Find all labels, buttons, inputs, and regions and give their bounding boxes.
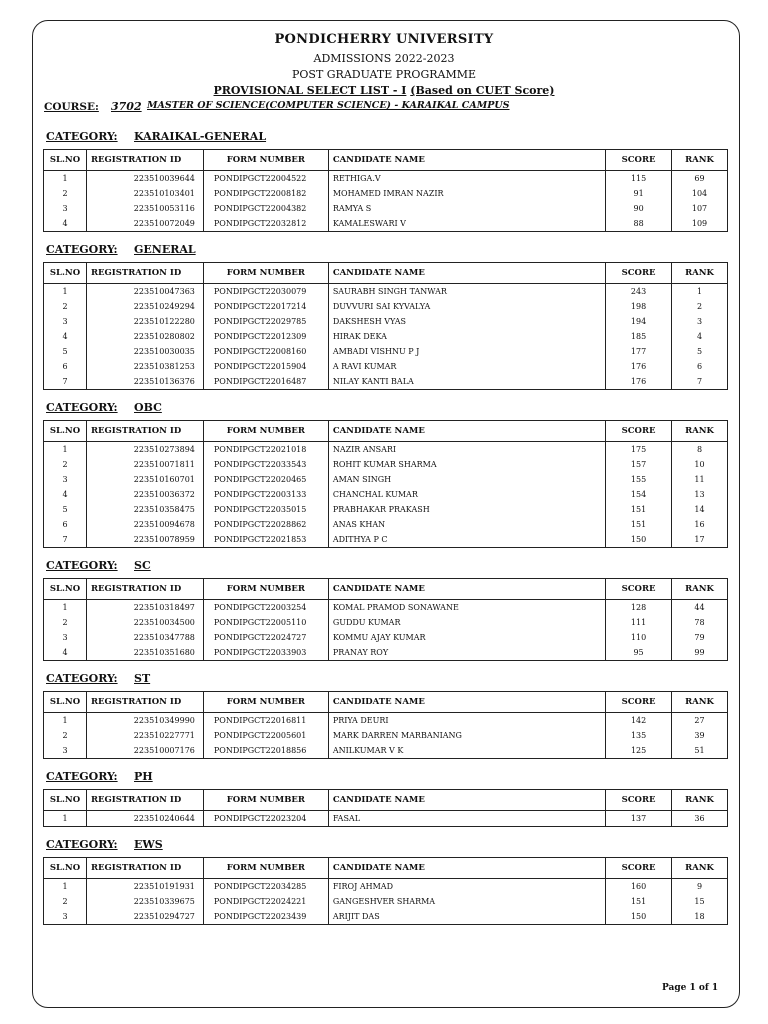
rank-cell: 15: [672, 894, 728, 909]
table-row: [44, 457, 728, 472]
score-cell: 125: [606, 743, 672, 759]
category-name: KARAIKAL-GENERAL: [134, 130, 267, 143]
rank-cell: 69: [672, 171, 728, 187]
table-header-row: [44, 263, 728, 284]
table-row: [44, 600, 728, 616]
category-heading: [46, 672, 151, 685]
column-header-candidate-name: CANDIDATE NAME: [328, 263, 605, 284]
sl-no-cell: 4: [44, 329, 87, 344]
score-cell: 185: [606, 329, 672, 344]
column-header-registration-id: REGISTRATION ID: [86, 150, 203, 171]
form-number-cell: PONDIPGCT22030079: [203, 284, 328, 300]
column-header-sl-no: SL.NO: [44, 421, 87, 442]
sl-no-cell: 5: [44, 344, 87, 359]
table-row: [44, 502, 728, 517]
registration-id-cell: 223510240644: [86, 811, 203, 827]
candidate-name-cell: RETHIGA.V: [328, 171, 605, 187]
registration-id-cell: 223510071811: [86, 457, 203, 472]
registration-id-cell: 223510227771: [86, 728, 203, 743]
form-number-cell: PONDIPGCT22005110: [203, 615, 328, 630]
column-header-form-number: FORM NUMBER: [203, 858, 328, 879]
table-header-row: [44, 858, 728, 879]
candidate-name-cell: HIRAK DEKA: [328, 329, 605, 344]
candidate-table: [43, 578, 728, 661]
category-heading: [46, 559, 151, 572]
score-cell: 157: [606, 457, 672, 472]
rank-cell: 104: [672, 186, 728, 201]
table-row: [44, 442, 728, 458]
sl-no-cell: 3: [44, 472, 87, 487]
rank-cell: 107: [672, 201, 728, 216]
table-row: [44, 630, 728, 645]
form-number-cell: PONDIPGCT22003133: [203, 487, 328, 502]
form-number-cell: PONDIPGCT22012309: [203, 329, 328, 344]
rank-cell: 44: [672, 600, 728, 616]
candidate-name-cell: GUDDU KUMAR: [328, 615, 605, 630]
column-header-registration-id: REGISTRATION ID: [86, 790, 203, 811]
category-heading: [46, 770, 153, 783]
registration-id-cell: 223510039644: [86, 171, 203, 187]
candidate-table: [43, 262, 728, 390]
candidate-name-cell: DAKSHESH VYAS: [328, 314, 605, 329]
form-number-cell: PONDIPGCT22032812: [203, 216, 328, 232]
course-label: COURSE:: [44, 101, 99, 113]
registration-id-cell: 223510294727: [86, 909, 203, 925]
column-header-sl-no: SL.NO: [44, 263, 87, 284]
candidate-name-cell: CHANCHAL KUMAR: [328, 487, 605, 502]
table-row: [44, 811, 728, 827]
sl-no-cell: 1: [44, 879, 87, 895]
form-number-cell: PONDIPGCT22004522: [203, 171, 328, 187]
rank-cell: 3: [672, 314, 728, 329]
sl-no-cell: 2: [44, 457, 87, 472]
table-row: [44, 472, 728, 487]
rank-cell: 7: [672, 374, 728, 390]
table-row: [44, 615, 728, 630]
score-cell: 150: [606, 909, 672, 925]
category-name: GENERAL: [134, 243, 196, 256]
registration-id-cell: 223510078959: [86, 532, 203, 548]
form-number-cell: PONDIPGCT22016811: [203, 713, 328, 729]
sl-no-cell: 3: [44, 743, 87, 759]
category-label: CATEGORY:: [46, 243, 118, 256]
table-row: [44, 645, 728, 661]
form-number-cell: PONDIPGCT22029785: [203, 314, 328, 329]
candidate-table: [43, 789, 728, 827]
score-cell: 135: [606, 728, 672, 743]
column-header-sl-no: SL.NO: [44, 790, 87, 811]
column-header-rank: RANK: [672, 421, 728, 442]
rank-cell: 4: [672, 329, 728, 344]
rank-cell: 27: [672, 713, 728, 729]
category-label: CATEGORY:: [46, 838, 118, 851]
candidate-name-cell: PRABHAKAR PRAKASH: [328, 502, 605, 517]
registration-id-cell: 223510007176: [86, 743, 203, 759]
form-number-cell: PONDIPGCT22008160: [203, 344, 328, 359]
category-name: OBC: [134, 401, 162, 414]
column-header-registration-id: REGISTRATION ID: [86, 421, 203, 442]
score-cell: 142: [606, 713, 672, 729]
column-header-score: SCORE: [606, 858, 672, 879]
sl-no-cell: 7: [44, 374, 87, 390]
rank-cell: 5: [672, 344, 728, 359]
score-cell: 151: [606, 502, 672, 517]
table-row: [44, 743, 728, 759]
registration-id-cell: 223510122280: [86, 314, 203, 329]
column-header-candidate-name: CANDIDATE NAME: [328, 692, 605, 713]
candidate-name-cell: SAURABH SINGH TANWAR: [328, 284, 605, 300]
candidate-name-cell: MARK DARREN MARBANIANG: [328, 728, 605, 743]
table-row: [44, 284, 728, 300]
rank-cell: 36: [672, 811, 728, 827]
sl-no-cell: 4: [44, 216, 87, 232]
score-cell: 151: [606, 894, 672, 909]
sl-no-cell: 1: [44, 811, 87, 827]
table-row: [44, 186, 728, 201]
registration-id-cell: 223510191931: [86, 879, 203, 895]
score-cell: 137: [606, 811, 672, 827]
form-number-cell: PONDIPGCT22024727: [203, 630, 328, 645]
select-list-title: [0, 84, 768, 97]
registration-id-cell: 223510273894: [86, 442, 203, 458]
sl-no-cell: 1: [44, 171, 87, 187]
programme-title: POST GRADUATE PROGRAMME: [291, 68, 477, 81]
sl-no-cell: 6: [44, 517, 87, 532]
registration-id-cell: 223510034500: [86, 615, 203, 630]
form-number-cell: PONDIPGCT22015904: [203, 359, 328, 374]
column-header-candidate-name: CANDIDATE NAME: [328, 790, 605, 811]
column-header-score: SCORE: [606, 263, 672, 284]
score-cell: 91: [606, 186, 672, 201]
registration-id-cell: 223510094678: [86, 517, 203, 532]
score-cell: 115: [606, 171, 672, 187]
form-number-cell: PONDIPGCT22033903: [203, 645, 328, 661]
score-cell: 154: [606, 487, 672, 502]
form-number-cell: PONDIPGCT22024221: [203, 894, 328, 909]
category-name: EWS: [134, 838, 163, 851]
column-header-registration-id: REGISTRATION ID: [86, 692, 203, 713]
rank-cell: 51: [672, 743, 728, 759]
rank-cell: 99: [672, 645, 728, 661]
column-header-score: SCORE: [606, 421, 672, 442]
admissions-year: ADMISSIONS 2022-2023: [313, 52, 455, 65]
registration-id-cell: 223510358475: [86, 502, 203, 517]
column-header-candidate-name: CANDIDATE NAME: [328, 858, 605, 879]
candidate-name-cell: FIROJ AHMAD: [328, 879, 605, 895]
category-heading: [46, 401, 162, 414]
form-number-cell: PONDIPGCT22005601: [203, 728, 328, 743]
table-row: [44, 359, 728, 374]
sl-no-cell: 3: [44, 630, 87, 645]
sl-no-cell: 5: [44, 502, 87, 517]
score-cell: 243: [606, 284, 672, 300]
rank-cell: 13: [672, 487, 728, 502]
category-heading: [46, 130, 267, 143]
list-title: PROVISIONAL SELECT LIST - I: [213, 84, 407, 97]
candidate-table: [43, 857, 728, 925]
candidate-name-cell: AMAN SINGH: [328, 472, 605, 487]
rank-cell: 109: [672, 216, 728, 232]
sl-no-cell: 2: [44, 615, 87, 630]
rank-cell: 78: [672, 615, 728, 630]
candidate-name-cell: FASAL: [328, 811, 605, 827]
sl-no-cell: 7: [44, 532, 87, 548]
registration-id-cell: 223510103401: [86, 186, 203, 201]
table-row: [44, 299, 728, 314]
candidate-table: [43, 691, 728, 759]
registration-id-cell: 223510036372: [86, 487, 203, 502]
sl-no-cell: 2: [44, 299, 87, 314]
table-header-row: [44, 579, 728, 600]
form-number-cell: PONDIPGCT22003254: [203, 600, 328, 616]
registration-id-cell: 223510047363: [86, 284, 203, 300]
table-header-row: [44, 790, 728, 811]
table-row: [44, 374, 728, 390]
category-label: CATEGORY:: [46, 672, 118, 685]
rank-cell: 18: [672, 909, 728, 925]
score-cell: 160: [606, 879, 672, 895]
table-header-row: [44, 150, 728, 171]
registration-id-cell: 223510347788: [86, 630, 203, 645]
table-row: [44, 201, 728, 216]
column-header-registration-id: REGISTRATION ID: [86, 858, 203, 879]
column-header-form-number: FORM NUMBER: [203, 421, 328, 442]
table-row: [44, 344, 728, 359]
registration-id-cell: 223510381253: [86, 359, 203, 374]
university-title: PONDICHERRY UNIVERSITY: [274, 32, 494, 47]
category-heading: [46, 243, 196, 256]
rank-cell: 79: [672, 630, 728, 645]
column-header-rank: RANK: [672, 263, 728, 284]
column-header-candidate-name: CANDIDATE NAME: [328, 150, 605, 171]
registration-id-cell: 223510030035: [86, 344, 203, 359]
score-cell: 175: [606, 442, 672, 458]
rank-cell: 6: [672, 359, 728, 374]
column-header-sl-no: SL.NO: [44, 579, 87, 600]
rank-cell: 8: [672, 442, 728, 458]
table-row: [44, 329, 728, 344]
form-number-cell: PONDIPGCT22017214: [203, 299, 328, 314]
registration-id-cell: 223510249294: [86, 299, 203, 314]
score-cell: 128: [606, 600, 672, 616]
score-cell: 194: [606, 314, 672, 329]
column-header-sl-no: SL.NO: [44, 150, 87, 171]
candidate-name-cell: PRANAY ROY: [328, 645, 605, 661]
rank-cell: 17: [672, 532, 728, 548]
candidate-name-cell: A RAVI KUMAR: [328, 359, 605, 374]
score-cell: 151: [606, 517, 672, 532]
candidate-name-cell: ARIJIT DAS: [328, 909, 605, 925]
column-header-rank: RANK: [672, 858, 728, 879]
candidate-name-cell: AMBADI VISHNU P J: [328, 344, 605, 359]
column-header-rank: RANK: [672, 579, 728, 600]
sl-no-cell: 1: [44, 713, 87, 729]
registration-id-cell: 223510160701: [86, 472, 203, 487]
table-header-row: [44, 692, 728, 713]
sl-no-cell: 2: [44, 894, 87, 909]
rank-cell: 1: [672, 284, 728, 300]
rank-cell: 10: [672, 457, 728, 472]
score-cell: 88: [606, 216, 672, 232]
sl-no-cell: 1: [44, 284, 87, 300]
column-header-candidate-name: CANDIDATE NAME: [328, 579, 605, 600]
form-number-cell: PONDIPGCT22023204: [203, 811, 328, 827]
column-header-form-number: FORM NUMBER: [203, 263, 328, 284]
registration-id-cell: 223510349990: [86, 713, 203, 729]
sl-no-cell: 3: [44, 201, 87, 216]
registration-id-cell: 223510339675: [86, 894, 203, 909]
table-row: [44, 713, 728, 729]
course-name: MASTER OF SCIENCE(COMPUTER SCIENCE) - KARAIKAL CAMPUS: [147, 100, 510, 111]
registration-id-cell: 223510053116: [86, 201, 203, 216]
column-header-score: SCORE: [606, 692, 672, 713]
category-label: CATEGORY:: [46, 770, 118, 783]
candidate-table: [43, 420, 728, 548]
category-name: ST: [134, 672, 151, 685]
candidate-name-cell: ROHIT KUMAR SHARMA: [328, 457, 605, 472]
table-row: [44, 909, 728, 925]
sl-no-cell: 6: [44, 359, 87, 374]
rank-cell: 39: [672, 728, 728, 743]
candidate-name-cell: DUVVURI SAI KYVALYA: [328, 299, 605, 314]
sl-no-cell: 2: [44, 186, 87, 201]
sl-no-cell: 4: [44, 487, 87, 502]
table-row: [44, 171, 728, 187]
form-number-cell: PONDIPGCT22021853: [203, 532, 328, 548]
form-number-cell: PONDIPGCT22033543: [203, 457, 328, 472]
column-header-form-number: FORM NUMBER: [203, 692, 328, 713]
sl-no-cell: 4: [44, 645, 87, 661]
form-number-cell: PONDIPGCT22021018: [203, 442, 328, 458]
category-label: CATEGORY:: [46, 130, 118, 143]
candidate-name-cell: KOMAL PRAMOD SONAWANE: [328, 600, 605, 616]
column-header-score: SCORE: [606, 579, 672, 600]
candidate-name-cell: KOMMU AJAY KUMAR: [328, 630, 605, 645]
table-header-row: [44, 421, 728, 442]
candidate-name-cell: NILAY KANTI BALA: [328, 374, 605, 390]
score-cell: 150: [606, 532, 672, 548]
sl-no-cell: 1: [44, 600, 87, 616]
rank-cell: 2: [672, 299, 728, 314]
rank-cell: 11: [672, 472, 728, 487]
table-row: [44, 216, 728, 232]
column-header-registration-id: REGISTRATION ID: [86, 579, 203, 600]
score-cell: 177: [606, 344, 672, 359]
score-cell: 111: [606, 615, 672, 630]
category-name: PH: [134, 770, 153, 783]
registration-id-cell: 223510072049: [86, 216, 203, 232]
form-number-cell: PONDIPGCT22018856: [203, 743, 328, 759]
column-header-score: SCORE: [606, 150, 672, 171]
candidate-table: [43, 149, 728, 232]
candidate-name-cell: RAMYA S: [328, 201, 605, 216]
rank-cell: 9: [672, 879, 728, 895]
candidate-name-cell: ADITHYA P C: [328, 532, 605, 548]
column-header-rank: RANK: [672, 692, 728, 713]
candidate-name-cell: GANGESHVER SHARMA: [328, 894, 605, 909]
column-header-registration-id: REGISTRATION ID: [86, 263, 203, 284]
candidate-name-cell: ANAS KHAN: [328, 517, 605, 532]
form-number-cell: PONDIPGCT22028862: [203, 517, 328, 532]
column-header-form-number: FORM NUMBER: [203, 579, 328, 600]
category-heading: [46, 838, 163, 851]
registration-id-cell: 223510318497: [86, 600, 203, 616]
column-header-score: SCORE: [606, 790, 672, 811]
form-number-cell: PONDIPGCT22004382: [203, 201, 328, 216]
column-header-candidate-name: CANDIDATE NAME: [328, 421, 605, 442]
rank-cell: 16: [672, 517, 728, 532]
score-cell: 155: [606, 472, 672, 487]
score-cell: 176: [606, 359, 672, 374]
column-header-sl-no: SL.NO: [44, 858, 87, 879]
registration-id-cell: 223510280802: [86, 329, 203, 344]
table-row: [44, 487, 728, 502]
score-cell: 90: [606, 201, 672, 216]
table-row: [44, 879, 728, 895]
sl-no-cell: 1: [44, 442, 87, 458]
candidate-name-cell: ANILKUMAR V K: [328, 743, 605, 759]
column-header-form-number: FORM NUMBER: [203, 150, 328, 171]
table-row: [44, 517, 728, 532]
category-label: CATEGORY:: [46, 401, 118, 414]
column-header-form-number: FORM NUMBER: [203, 790, 328, 811]
registration-id-cell: 223510136376: [86, 374, 203, 390]
column-header-sl-no: SL.NO: [44, 692, 87, 713]
sl-no-cell: 3: [44, 909, 87, 925]
course-code: 3702: [111, 100, 142, 113]
table-row: [44, 532, 728, 548]
sl-no-cell: 2: [44, 728, 87, 743]
form-number-cell: PONDIPGCT22020465: [203, 472, 328, 487]
rank-cell: 14: [672, 502, 728, 517]
candidate-name-cell: KAMALESWARI V: [328, 216, 605, 232]
category-name: SC: [134, 559, 151, 572]
sl-no-cell: 3: [44, 314, 87, 329]
form-number-cell: PONDIPGCT22023439: [203, 909, 328, 925]
score-cell: 95: [606, 645, 672, 661]
form-number-cell: PONDIPGCT22016487: [203, 374, 328, 390]
registration-id-cell: 223510351680: [86, 645, 203, 661]
candidate-name-cell: NAZIR ANSARI: [328, 442, 605, 458]
column-header-rank: RANK: [672, 790, 728, 811]
score-cell: 176: [606, 374, 672, 390]
form-number-cell: PONDIPGCT22008182: [203, 186, 328, 201]
table-row: [44, 728, 728, 743]
page-number: Page 1 of 1: [662, 983, 719, 993]
table-row: [44, 894, 728, 909]
column-header-rank: RANK: [672, 150, 728, 171]
candidate-name-cell: PRIYA DEURI: [328, 713, 605, 729]
candidate-name-cell: MOHAMED IMRAN NAZIR: [328, 186, 605, 201]
score-cell: 110: [606, 630, 672, 645]
form-number-cell: PONDIPGCT22035015: [203, 502, 328, 517]
form-number-cell: PONDIPGCT22034285: [203, 879, 328, 895]
category-label: CATEGORY:: [46, 559, 118, 572]
list-basis: (Based on CUET Score): [410, 84, 555, 97]
table-row: [44, 314, 728, 329]
score-cell: 198: [606, 299, 672, 314]
